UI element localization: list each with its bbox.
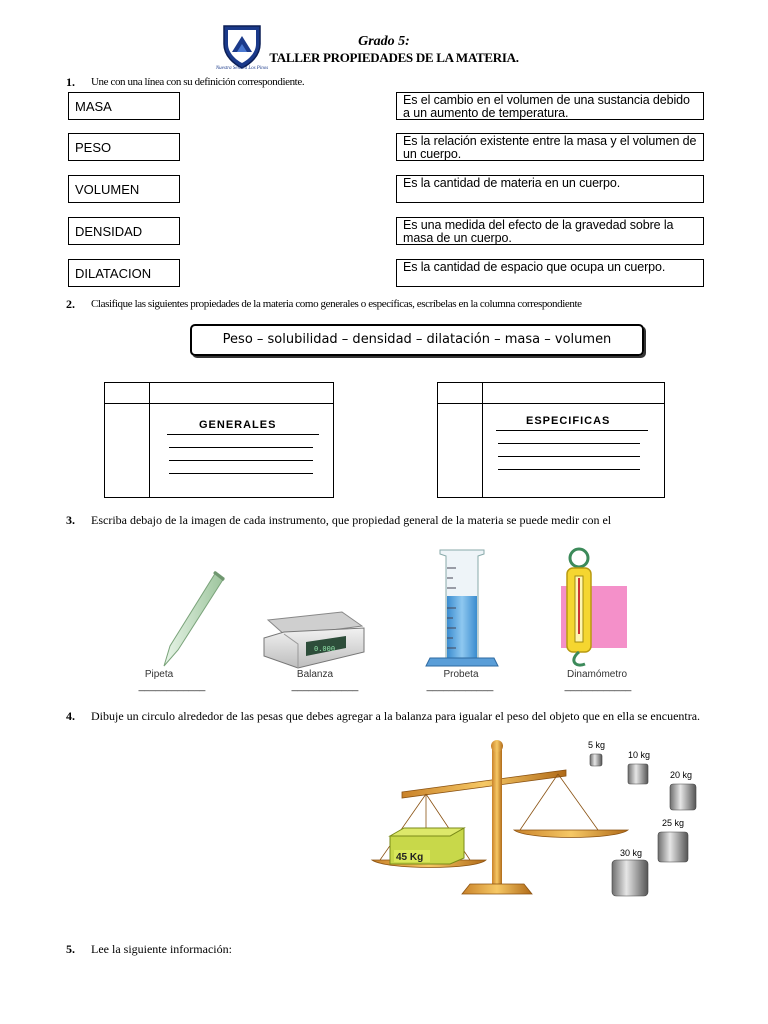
weight-label-30kg: 30 kg: [620, 848, 643, 858]
instrument-label-balanza: Balanza: [296, 669, 334, 680]
definition-3: Es la cantidad de materia en un cuerpo.: [396, 175, 704, 203]
term-dilatacion: DILATACION: [68, 259, 180, 287]
term-masa: MASA: [68, 92, 180, 120]
instrument-label-pipeta: Pipeta: [144, 669, 174, 680]
q4-text: Dibuje un circulo alrededor de las pesas que debes agregar a la balanza para igualar el peso del objeto que en ella se encuentra.: [91, 709, 701, 723]
weight-20kg[interactable]: [670, 784, 696, 810]
q2-number: 2.: [66, 297, 75, 311]
generales-heading: GENERALES: [199, 419, 277, 431]
weight-10kg[interactable]: [628, 764, 648, 784]
graduated-cylinder-icon: [420, 548, 504, 670]
weight-label-5kg: 5 kg: [588, 740, 606, 750]
q1-text: Une con una línea con su definición correspondiente.: [91, 76, 305, 88]
object-weight-label: 45 Kg: [396, 852, 424, 863]
answer-blank-pipeta[interactable]: ____________: [138, 681, 206, 692]
q1-number: 1.: [66, 75, 75, 89]
weight-label-25kg: 25 kg: [662, 818, 685, 828]
instrument-label-dinamometro: Dinamómetro: [566, 669, 628, 680]
q4-number: 4.: [66, 709, 75, 723]
weight-5kg[interactable]: [590, 754, 602, 766]
dynamometer-icon: [545, 546, 629, 670]
q3-text: Escriba debajo de la imagen de cada instrumento, que propiedad general de la materia se puede medir con el: [91, 513, 612, 527]
page-title: TALLER PROPIEDADES DE LA MATERIA.: [269, 50, 519, 65]
answer-blank-probeta[interactable]: ____________: [426, 681, 494, 692]
weight-label-20kg: 20 kg: [670, 770, 693, 780]
q3-number: 3.: [66, 513, 75, 527]
especificas-heading: ESPECIFICAS: [526, 415, 611, 427]
property-word-bank: Peso – solubilidad – densidad – dilatación – masa – volumen: [190, 324, 644, 356]
weight-30kg[interactable]: [612, 860, 648, 896]
scale-display: 0.000: [314, 645, 336, 653]
q2-text: Clasifique las siguientes propiedades de la materia como generales o específicas, escríbelas en la columna correspondiente: [91, 298, 582, 310]
definition-2: Es la relación existente entre la masa y el volumen de un cuerpo.: [396, 133, 704, 161]
pipette-icon: [158, 568, 228, 668]
especificas-table: [437, 382, 665, 498]
answer-blank-dinamometro[interactable]: ____________: [564, 681, 632, 692]
weight-25kg[interactable]: [658, 832, 688, 862]
definition-5: Es la cantidad de espacio que ocupa un cuerpo.: [396, 259, 704, 287]
term-densidad: DENSIDAD: [68, 217, 180, 245]
weight-label-10kg: 10 kg: [628, 750, 651, 760]
crest-caption: Nuestra Señora Los Pinos: [215, 66, 269, 71]
answer-blank-balanza[interactable]: ____________: [291, 681, 359, 692]
generales-table: [104, 382, 334, 498]
term-volumen: VOLUMEN: [68, 175, 180, 203]
definition-4: Es una medida del efecto de la gravedad sobre la masa de un cuerpo.: [396, 217, 704, 245]
term-peso: PESO: [68, 133, 180, 161]
q5-text: Lee la siguiente información:: [91, 942, 232, 956]
grade-heading: Grado 5:: [358, 34, 410, 49]
q5-number: 5.: [66, 942, 75, 956]
digital-scale-icon: [262, 608, 366, 672]
definition-1: Es el cambio en el volumen de una sustancia debido a un aumento de temperatura.: [396, 92, 704, 120]
instrument-label-probeta: Probeta: [443, 669, 479, 680]
balance-scale-illustration: [366, 734, 706, 904]
